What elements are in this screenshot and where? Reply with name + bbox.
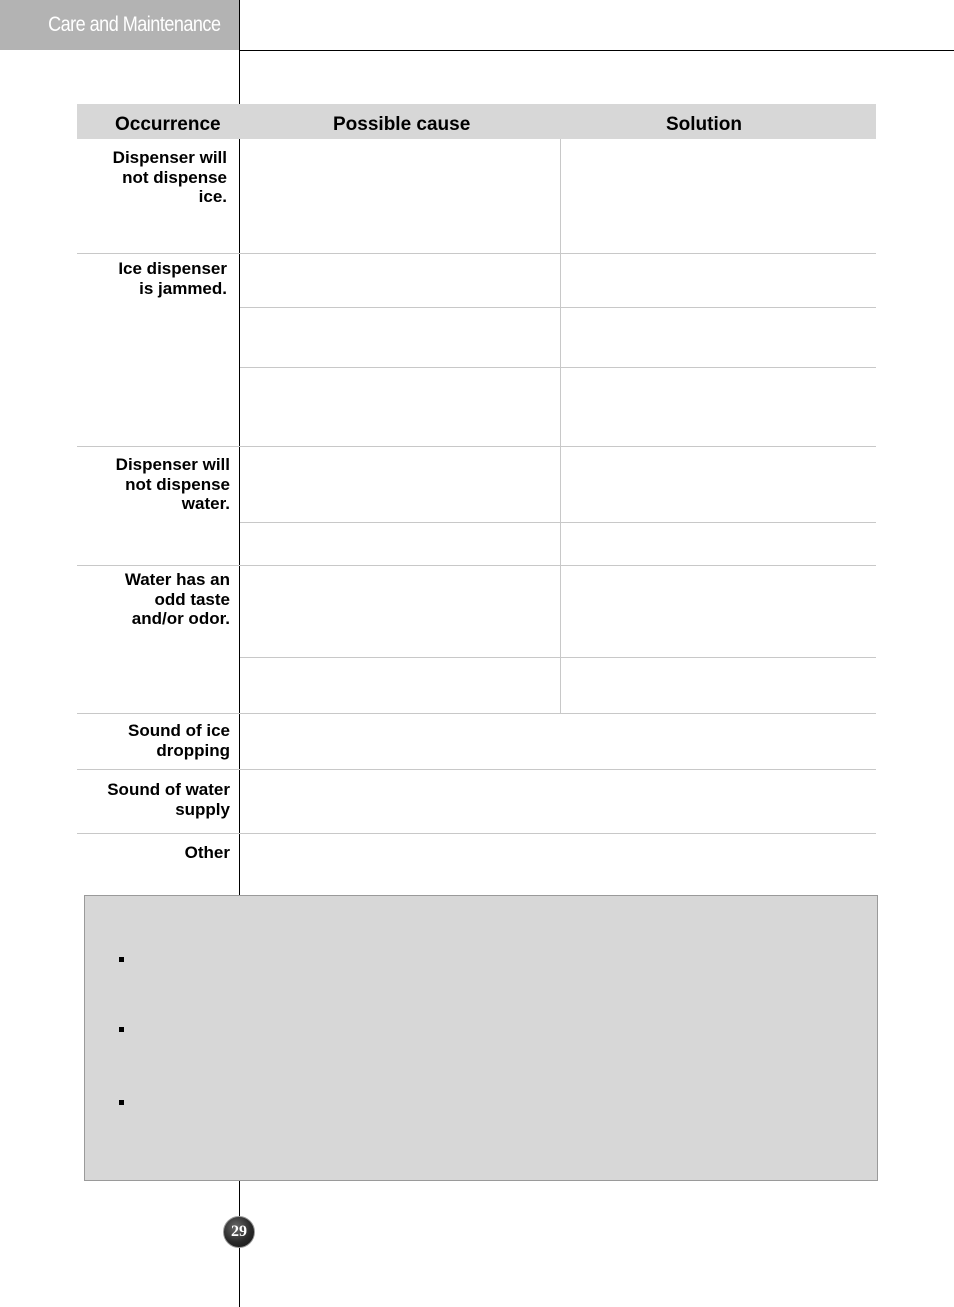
table-header-row [77,104,876,139]
bullet-marker [119,1100,124,1105]
column-header-solution: Solution [666,114,742,135]
sub-row-divider [240,367,876,368]
row-divider [77,253,876,254]
column-header-possible-cause: Possible cause [333,114,471,135]
occurrence-ice-jammed: Ice dispenser is jammed. [118,259,227,298]
section-tab [0,0,239,50]
sub-row-divider [240,307,876,308]
row-divider [77,446,876,447]
occurrence-sound-water-supply: Sound of water supply [107,780,230,819]
row-divider [77,833,876,834]
sub-row-divider [240,522,876,523]
page-number: 29 [231,1223,247,1240]
occurrence-sound-ice-dropping: Sound of ice dropping [128,721,230,760]
note-box [84,895,878,1181]
row-divider [77,713,876,714]
sub-row-divider [240,657,876,658]
cause-solution-divider [560,139,561,713]
occurrence-water-not-dispensing: Dispenser will not dispense water. [115,455,230,513]
section-title: Care and Maintenance [47,13,220,36]
row-divider [77,565,876,566]
occurrence-ice-not-dispensing: Dispenser will not dispense ice. [112,148,227,206]
occurrence-water-odd-taste: Water has an odd taste and/or odor. [124,570,230,628]
margin-rule-top [239,0,240,104]
column-header-occurrence: Occurrence [115,114,221,135]
header-rule [239,50,954,51]
page-number-badge [223,1216,255,1248]
row-divider [77,769,876,770]
bullet-marker [119,957,124,962]
occurrence-other: Other [184,843,230,862]
bullet-marker [119,1027,124,1032]
